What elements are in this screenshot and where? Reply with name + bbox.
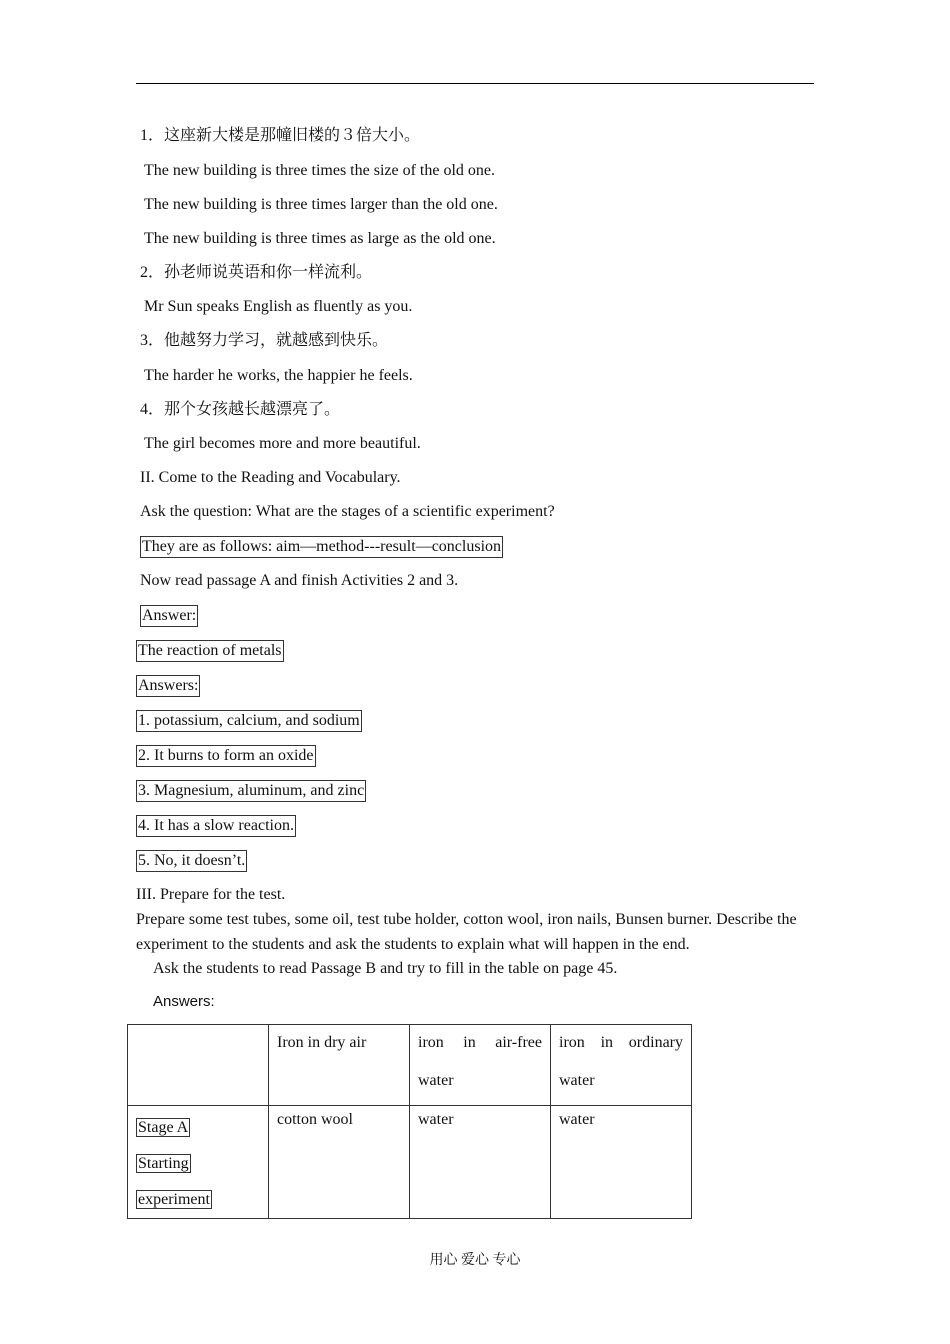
header-cell-air-free <box>410 1025 551 1106</box>
header-rule <box>136 83 814 84</box>
item-3-chinese: 3．他越努力学习，就越感到快乐。 <box>140 332 389 349</box>
answer-5-box: 5. No, it doesn’t. <box>136 850 247 872</box>
item-1-translation-a: The new building is three times the size of the old one. <box>144 162 496 179</box>
item-2-translation: Mr Sun speaks English as fluently as you. <box>144 298 413 315</box>
answers-label-box: Answers: <box>136 675 200 697</box>
answers-label: Answers: <box>153 993 215 1010</box>
item-4-chinese: 4．那个女孩越长越漂亮了。 <box>140 401 341 418</box>
item-2-chinese: 2．孙老师说英语和你一样流利。 <box>140 264 373 281</box>
answer-4-box: 4. It has a slow reaction. <box>136 815 296 837</box>
passage-b-instruction: Ask the students to read Passage B and try to fill in the table on page 45. <box>153 960 618 977</box>
experiment-table <box>127 1024 692 1219</box>
page-footer: 用心 爱心 专心 <box>429 1253 521 1268</box>
row-label-experiment: experiment <box>138 1191 210 1208</box>
header-cell-dry-air: Iron in dry air <box>269 1025 410 1106</box>
item-3-translation: The harder he works, the happier he feels. <box>144 367 413 384</box>
row-label-cell <box>128 1106 269 1219</box>
header-cell-ordinary <box>551 1025 692 1106</box>
header-ordinary-line2: water <box>559 1072 595 1089</box>
cell-ordinary: water <box>551 1106 692 1219</box>
table-header-row <box>128 1025 692 1106</box>
preparation-paragraph: Prepare some test tubes, some oil, test tube holder, cotton wool, iron nails, Bunsen burner. Describe the experiment to the students and ask the students to explain what will happen in the end. <box>136 911 797 953</box>
answer-2-box: 2. It burns to form an oxide <box>136 745 316 767</box>
table-row <box>128 1106 692 1219</box>
reading-instruction: Now read passage A and finish Activities 2 and 3. <box>140 572 459 589</box>
answer-3-box: 3. Magnesium, aluminum, and zinc <box>136 780 366 802</box>
question-text: Ask the question: What are the stages of a scientific experiment? <box>140 503 555 520</box>
header-air-free-line2: water <box>418 1072 454 1089</box>
item-1-chinese: 1．这座新大楼是那幢旧楼的３倍大小。 <box>140 127 421 144</box>
title-answer-box: The reaction of metals <box>136 640 284 662</box>
stages-answer-box: They are as follows: aim—method---result—conclusion <box>140 536 503 558</box>
header-air-free-line1: iron in air-free <box>418 1034 542 1051</box>
item-1-translation-b: The new building is three times larger than the old one. <box>144 196 498 213</box>
answer-1-box: 1. potassium, calcium, and sodium <box>136 710 362 732</box>
cell-air-free: water <box>410 1106 551 1219</box>
item-1-translation-c: The new building is three times as large as the old one. <box>144 230 496 247</box>
row-label-starting: Starting <box>138 1155 189 1172</box>
header-ordinary-line1: iron in ordinary <box>559 1034 683 1051</box>
section-3-heading: III. Prepare for the test. <box>136 886 286 903</box>
item-4-translation: The girl becomes more and more beautiful. <box>144 435 421 452</box>
cell-dry-air: cotton wool <box>269 1106 410 1219</box>
answer-label-box: Answer: <box>140 605 198 627</box>
header-cell-empty <box>128 1025 269 1106</box>
section-2-heading: II. Come to the Reading and Vocabulary. <box>140 469 401 486</box>
row-label-stage: Stage A <box>138 1119 189 1136</box>
